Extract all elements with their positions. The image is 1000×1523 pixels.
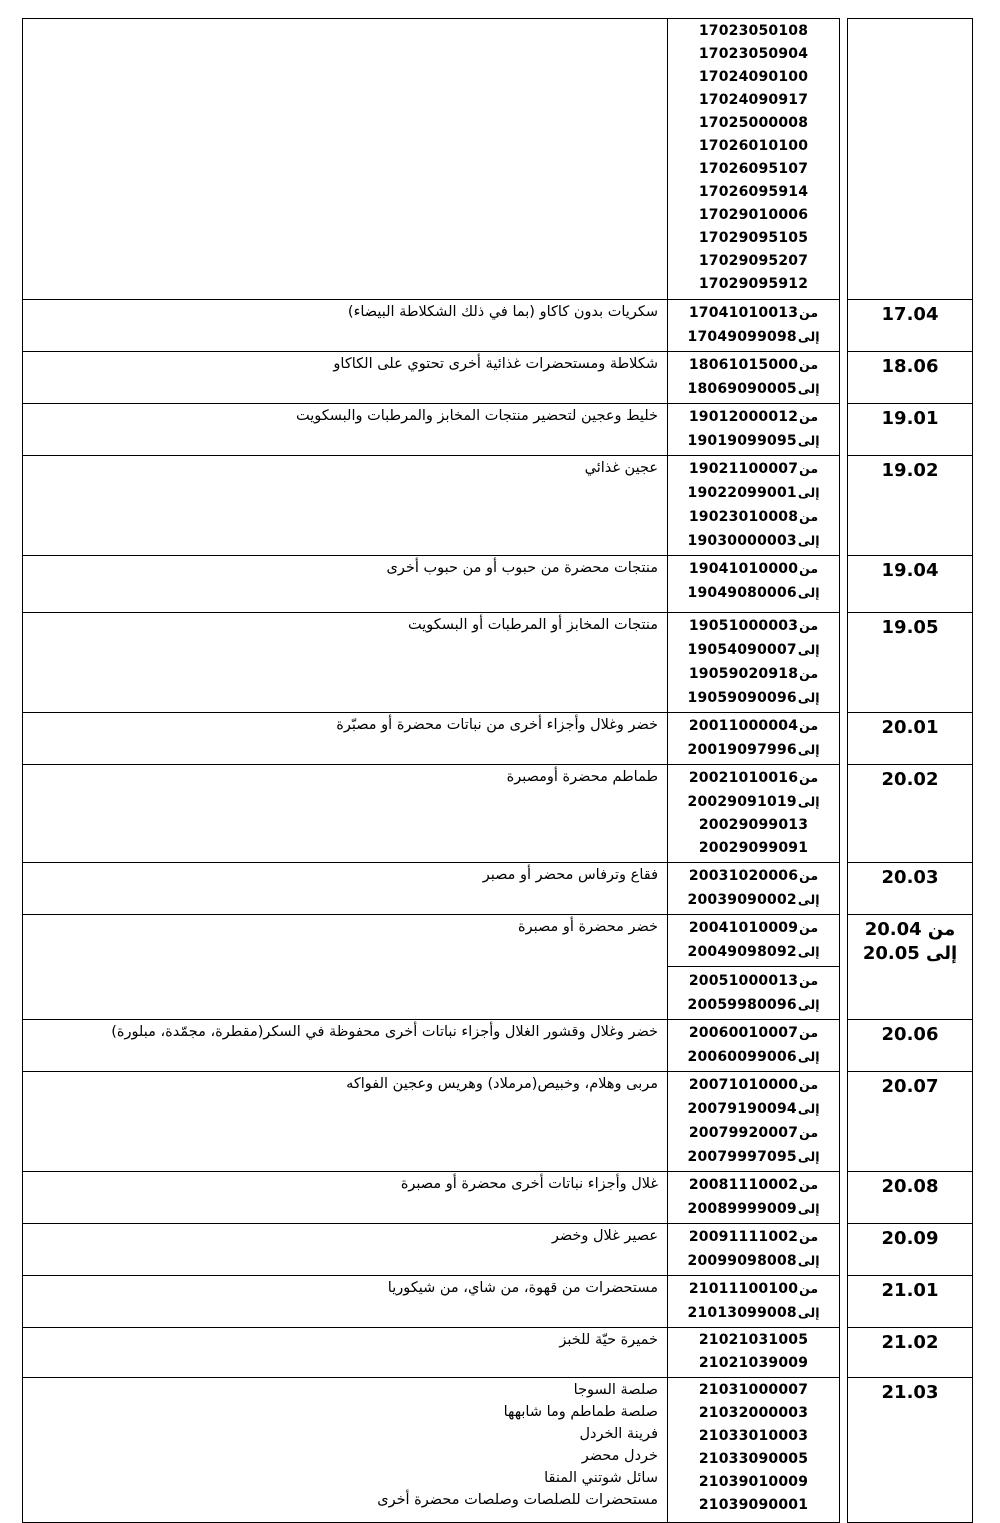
tariff-code-line (672, 227, 835, 250)
product-description: خضر محضرة أو مصبرة (517, 919, 658, 935)
tariff-code: 20071010000 (688, 1077, 799, 1093)
tariff-heading: 20.07 (881, 1076, 939, 1097)
tariff-code: 20039090002 (687, 892, 797, 908)
tariff-code-line (672, 581, 835, 605)
range-prefix: من (799, 305, 819, 320)
column-gap (840, 556, 848, 613)
product-description: منتجات المخابز أو المرطبات أو البسكويت (407, 617, 658, 633)
tariff-code-line (672, 1173, 835, 1197)
tariff-code: 17023050108 (698, 23, 809, 39)
range-prefix: من (799, 1025, 819, 1040)
product-description: طماطم محضرة أومصبرة (506, 769, 658, 785)
product-description: خضر وغلال وقشور الغلال وأجزاء نباتات أخرى محفوظة في السكر(مقطرة، مجمّدة، مبلورة) (111, 1024, 658, 1040)
table-row (23, 713, 973, 765)
tariff-code: 19059090096 (687, 690, 797, 706)
range-prefix: إلى (797, 944, 820, 959)
tariff-codes-cell (668, 1020, 840, 1072)
tariff-heading-cell (848, 1172, 973, 1224)
product-description-cell (23, 713, 668, 765)
tariff-codes-cell (668, 556, 840, 613)
tariff-code: 17026010100 (698, 138, 809, 154)
tariff-code: 17023050904 (698, 46, 809, 62)
range-prefix: إلى (797, 381, 820, 396)
table-row (23, 915, 973, 1020)
tariff-code-line (672, 1301, 835, 1325)
tariff-code: 19030000003 (687, 533, 797, 549)
tariff-heading: 19.04 (881, 560, 939, 581)
tariff-code-line (672, 1494, 835, 1517)
product-description-cell (23, 300, 668, 352)
tariff-heading: 17.04 (881, 304, 939, 325)
column-gap (840, 1172, 848, 1224)
tariff-code: 20089999009 (687, 1201, 797, 1217)
tariff-code-line (672, 864, 835, 888)
tariff-code: 17026095107 (698, 161, 809, 177)
product-description: غلال وأجزاء نباتات أخرى محضرة أو مصبرة (400, 1176, 658, 1192)
tariff-code-line (672, 969, 835, 993)
tariff-code-line (672, 790, 835, 814)
tariff-code: 19019099095 (687, 433, 797, 449)
tariff-heading-cell (848, 556, 973, 613)
range-prefix: من (799, 561, 819, 576)
tariff-heading-cell (848, 765, 973, 863)
tariff-heading-cell (848, 1072, 973, 1172)
product-description: صلصة السوجا (573, 1382, 658, 1398)
tariff-code: 20021010016 (688, 770, 799, 786)
tariff-code: 20079190094 (687, 1101, 797, 1117)
range-prefix: إلى (797, 533, 820, 548)
tariff-code-line (672, 1121, 835, 1145)
tariff-code-line (672, 429, 835, 453)
tariff-heading: من 20.04 (864, 919, 956, 940)
tariff-heading-cell (848, 1020, 973, 1072)
tariff-heading-cell (848, 352, 973, 404)
tariff-code: 20099098008 (687, 1253, 797, 1269)
tariff-heading: 19.05 (881, 617, 939, 638)
tariff-heading: 21.01 (881, 1280, 939, 1301)
table-row (23, 352, 973, 404)
tariff-code-line (672, 1329, 835, 1352)
column-gap (840, 352, 848, 404)
range-prefix: إلى (797, 1253, 820, 1268)
tariff-codes-cell (668, 1276, 840, 1328)
range-prefix: من (799, 718, 819, 733)
tariff-code: 17029095912 (698, 276, 809, 292)
tariff-heading-cell (848, 1224, 973, 1276)
product-description-cell (23, 1224, 668, 1276)
tariff-table-body (23, 19, 973, 1523)
tariff-code-line (672, 66, 835, 89)
range-prefix: إلى (797, 690, 820, 705)
tariff-code: 19021100007 (688, 461, 799, 477)
column-gap (840, 613, 848, 713)
range-prefix: من (799, 868, 819, 883)
tariff-code: 20011000004 (688, 718, 799, 734)
tariff-codes-cell (668, 456, 840, 556)
range-prefix: من (799, 1125, 819, 1140)
table-row (23, 1020, 973, 1072)
tariff-code: 19054090007 (687, 642, 797, 658)
table-row (23, 1378, 973, 1523)
product-description-cell (23, 915, 668, 1020)
tariff-code-line (672, 714, 835, 738)
tariff-code-line (672, 614, 835, 638)
tariff-code: 21021031005 (698, 1332, 809, 1348)
product-description-cell (23, 19, 668, 300)
range-prefix: إلى (797, 485, 820, 500)
tariff-code: 20051000013 (688, 973, 799, 989)
product-description-cell (23, 1378, 668, 1523)
product-description-cell (23, 765, 668, 863)
table-row (23, 1328, 973, 1378)
table-row (23, 1072, 973, 1172)
range-prefix: من (799, 1281, 819, 1296)
column-gap (840, 1224, 848, 1276)
tariff-codes-cell (668, 352, 840, 404)
tariff-code: 20059980096 (687, 997, 797, 1013)
range-prefix: من (799, 618, 819, 633)
tariff-codes-cell (668, 404, 840, 456)
product-description-cell (23, 613, 668, 713)
tariff-code: 19059020918 (688, 666, 799, 682)
tariff-code: 17041010013 (688, 305, 799, 321)
tariff-table (22, 18, 973, 1523)
tariff-heading: 20.02 (881, 769, 939, 790)
tariff-code: 20079997095 (687, 1149, 797, 1165)
product-description-cell (23, 1020, 668, 1072)
tariff-code-line (672, 1197, 835, 1221)
tariff-code: 19022099001 (687, 485, 797, 501)
tariff-code-line (672, 457, 835, 481)
tariff-code: 18061015000 (688, 357, 799, 373)
tariff-code: 17024090100 (698, 69, 809, 85)
column-gap (840, 915, 848, 1020)
tariff-code-line (672, 1448, 835, 1471)
range-prefix: من (799, 509, 819, 524)
tariff-code-line (672, 89, 835, 112)
tariff-code: 20079920007 (688, 1125, 799, 1141)
tariff-codes-cell (668, 1378, 840, 1523)
column-gap (840, 1020, 848, 1072)
range-prefix: من (799, 1229, 819, 1244)
product-description-cell (23, 556, 668, 613)
product-description-cell (23, 404, 668, 456)
tariff-code: 20049098092 (687, 944, 797, 960)
tariff-code-line (672, 1277, 835, 1301)
column-gap (840, 1378, 848, 1523)
tariff-code-line (672, 273, 835, 296)
tariff-code: 19012000012 (688, 409, 799, 425)
range-prefix: من (799, 920, 819, 935)
column-gap (840, 765, 848, 863)
tariff-code: 17029095207 (698, 253, 809, 269)
tariff-heading: 20.09 (881, 1228, 939, 1249)
tariff-code-line (672, 814, 835, 837)
product-description: مستحضرات للصلصات وصلصات محضرة أخرى (377, 1492, 658, 1508)
tariff-code: 19023010008 (688, 509, 799, 525)
product-description: خليط وعجين لتحضير منتجات المخابز والمرطبات والبسكويت (295, 408, 658, 424)
tariff-code-line (672, 250, 835, 273)
tariff-code-line (672, 993, 835, 1017)
table-row (23, 613, 973, 713)
table-row (23, 863, 973, 915)
column-gap (840, 300, 848, 352)
tariff-code-line (672, 1225, 835, 1249)
tariff-code-line (672, 181, 835, 204)
tariff-code: 21011100100 (688, 1281, 799, 1297)
product-description-cell (23, 456, 668, 556)
column-gap (840, 1276, 848, 1328)
column-gap (840, 1072, 848, 1172)
table-row (23, 765, 973, 863)
tariff-codes-cell (668, 915, 840, 1020)
table-row (23, 556, 973, 613)
tariff-code: 17029095105 (698, 230, 809, 246)
tariff-code-line (672, 686, 835, 710)
range-prefix: إلى (797, 997, 820, 1012)
tariff-code-line (672, 940, 835, 964)
tariff-heading: 20.03 (881, 867, 939, 888)
table-row (23, 404, 973, 456)
tariff-code: 21032000003 (698, 1405, 809, 1421)
tariff-code-line (672, 766, 835, 790)
table-row (23, 1276, 973, 1328)
product-description: سائل شوتني المنقا (544, 1470, 658, 1486)
tariff-code: 17025000008 (698, 115, 809, 131)
range-prefix: إلى (797, 1149, 820, 1164)
tariff-code-line (672, 1379, 835, 1402)
tariff-code: 20060010007 (688, 1025, 799, 1041)
range-prefix: من (799, 770, 819, 785)
range-prefix: من (799, 1177, 819, 1192)
range-prefix: إلى (797, 742, 820, 757)
product-description: مربى وهلام، وخبيص(مرملاد) وهريس وعجين الفواكه (346, 1076, 658, 1092)
tariff-code-line (672, 1021, 835, 1045)
tariff-heading-cell (848, 915, 973, 1020)
range-prefix: إلى (797, 892, 820, 907)
range-prefix: إلى (797, 1101, 820, 1116)
tariff-code: 17029010006 (698, 207, 809, 223)
tariff-codes-cell (668, 19, 840, 300)
tariff-code: 19049080006 (687, 585, 797, 601)
table-row (23, 1172, 973, 1224)
tariff-heading-cell (848, 456, 973, 556)
product-description: سكريات بدون كاكاو (بما في ذلك الشكلاطة البيضاء) (347, 304, 658, 320)
column-gap (840, 404, 848, 456)
tariff-code-line (672, 837, 835, 860)
product-description-cell (23, 1328, 668, 1378)
tariff-code-line (672, 1145, 835, 1169)
product-description: عصير غلال وخضر (551, 1228, 658, 1244)
tariff-code: 17026095914 (698, 184, 809, 200)
tariff-code-line (672, 638, 835, 662)
product-description: شكلاطة ومستحضرات غذائية أخرى تحتوي على الكاكاو (333, 356, 658, 372)
tariff-heading-cell (848, 1328, 973, 1378)
tariff-heading: 20.08 (881, 1176, 939, 1197)
tariff-heading-cell (848, 19, 973, 300)
tariff-code: 21021039009 (698, 1355, 809, 1371)
range-prefix: من (799, 409, 819, 424)
tariff-heading: إلى 20.05 (862, 943, 958, 964)
tariff-code-line (672, 1471, 835, 1494)
tariff-code-line (672, 325, 835, 349)
tariff-heading-cell (848, 863, 973, 915)
tariff-heading: 18.06 (881, 356, 939, 377)
tariff-code-line (672, 301, 835, 325)
product-description-cell (23, 352, 668, 404)
tariff-code-line (672, 377, 835, 401)
tariff-code: 17024090917 (698, 92, 809, 108)
product-description: خضر وغلال وأجزاء أخرى من نباتات محضرة أو مصبّرة (336, 717, 658, 733)
range-prefix: من (799, 1077, 819, 1092)
product-description-cell (23, 863, 668, 915)
tariff-code-line (672, 1097, 835, 1121)
tariff-heading-cell (848, 1276, 973, 1328)
column-gap (840, 19, 848, 300)
product-description-cell (23, 1276, 668, 1328)
product-description-cell (23, 1072, 668, 1172)
tariff-codes-cell (668, 1072, 840, 1172)
tariff-codes-cell (668, 613, 840, 713)
range-prefix: إلى (797, 585, 820, 600)
tariff-heading: 21.02 (881, 1332, 939, 1353)
range-prefix: من (799, 461, 819, 476)
range-prefix: من (799, 357, 819, 372)
tariff-code-line (672, 557, 835, 581)
tariff-code-line (672, 738, 835, 762)
product-description: فرينة الخردل (579, 1426, 658, 1442)
range-prefix: إلى (797, 642, 820, 657)
tariff-code: 21033010003 (698, 1428, 809, 1444)
tariff-heading-cell (848, 713, 973, 765)
tariff-code-line (672, 20, 835, 43)
product-description-cell (23, 1172, 668, 1224)
tariff-code-line (672, 888, 835, 912)
column-gap (840, 1328, 848, 1378)
tariff-codes-cell (668, 1172, 840, 1224)
range-prefix: إلى (797, 1201, 820, 1216)
tariff-code-line (672, 1045, 835, 1069)
tariff-code: 18069090005 (687, 381, 797, 397)
tariff-heading: 19.02 (881, 460, 939, 481)
range-prefix: من (799, 666, 819, 681)
tariff-heading-cell (848, 613, 973, 713)
tariff-code-line (672, 112, 835, 135)
tariff-code: 20029099013 (698, 817, 809, 833)
product-description: خميرة حيّة للخبز (559, 1332, 658, 1348)
table-row (23, 456, 973, 556)
table-row (23, 300, 973, 352)
tariff-code-line (672, 353, 835, 377)
range-prefix: إلى (797, 1305, 820, 1320)
tariff-code-line (672, 405, 835, 429)
tariff-code: 21033090005 (698, 1451, 809, 1467)
range-prefix: إلى (797, 794, 820, 809)
tariff-codes-cell (668, 1328, 840, 1378)
tariff-heading: 21.03 (881, 1382, 939, 1403)
tariff-code-line (672, 1402, 835, 1425)
range-prefix: إلى (797, 1049, 820, 1064)
tariff-codes-cell (668, 863, 840, 915)
tariff-heading-cell (848, 404, 973, 456)
tariff-code-line (672, 916, 835, 940)
tariff-code: 20029099091 (698, 840, 809, 856)
tariff-code-line (672, 158, 835, 181)
tariff-codes-cell (668, 765, 840, 863)
tariff-code-line (672, 1425, 835, 1448)
tariff-code-line (672, 1249, 835, 1273)
tariff-code-line (672, 204, 835, 227)
tariff-code-line (672, 662, 835, 686)
range-prefix: إلى (797, 329, 820, 344)
range-prefix: إلى (797, 433, 820, 448)
tariff-code: 21039010009 (698, 1474, 809, 1490)
tariff-codes-cell (668, 713, 840, 765)
tariff-code: 20041010009 (688, 920, 799, 936)
column-gap (840, 713, 848, 765)
tariff-codes-cell (668, 1224, 840, 1276)
table-row (23, 1224, 973, 1276)
product-description: عجين غذائي (584, 460, 658, 476)
column-gap (840, 456, 848, 556)
table-row (23, 19, 973, 300)
tariff-code: 20029091019 (687, 794, 797, 810)
product-description: خردل محضر (581, 1448, 658, 1464)
range-prefix: من (799, 973, 819, 988)
tariff-code: 20031020006 (688, 868, 799, 884)
tariff-code: 21031000007 (698, 1382, 809, 1398)
product-description: مستحضرات من قهوة، من شاي، من شيكوريا (387, 1280, 658, 1296)
tariff-code: 17049099098 (687, 329, 797, 345)
product-description: فقاع وترفاس محضر أو مصبر (482, 867, 658, 883)
tariff-code-line (672, 481, 835, 505)
product-description: صلصة طماطم وما شابهها (503, 1404, 658, 1420)
tariff-code: 19051000003 (688, 618, 799, 634)
tariff-codes-cell (668, 300, 840, 352)
tariff-code-line (672, 135, 835, 158)
tariff-code: 21013099008 (687, 1305, 797, 1321)
tariff-code-line (672, 43, 835, 66)
tariff-heading-cell (848, 300, 973, 352)
tariff-code: 21039090001 (698, 1497, 809, 1513)
tariff-code-line (672, 529, 835, 553)
tariff-code: 20019097996 (687, 742, 797, 758)
tariff-code-line (672, 1073, 835, 1097)
tariff-code: 19041010000 (688, 561, 799, 577)
tariff-code: 20081110002 (688, 1177, 799, 1193)
tariff-code-line (672, 505, 835, 529)
tariff-code: 20091111002 (688, 1229, 799, 1245)
tariff-code: 20060099006 (687, 1049, 797, 1065)
tariff-heading: 20.01 (881, 717, 939, 738)
tariff-heading: 19.01 (881, 408, 939, 429)
tariff-code-line (672, 1352, 835, 1375)
tariff-heading-cell (848, 1378, 973, 1523)
column-gap (840, 863, 848, 915)
tariff-heading: 20.06 (881, 1024, 939, 1045)
product-description: منتجات محضرة من حبوب أو من حبوب أخرى (386, 560, 658, 576)
